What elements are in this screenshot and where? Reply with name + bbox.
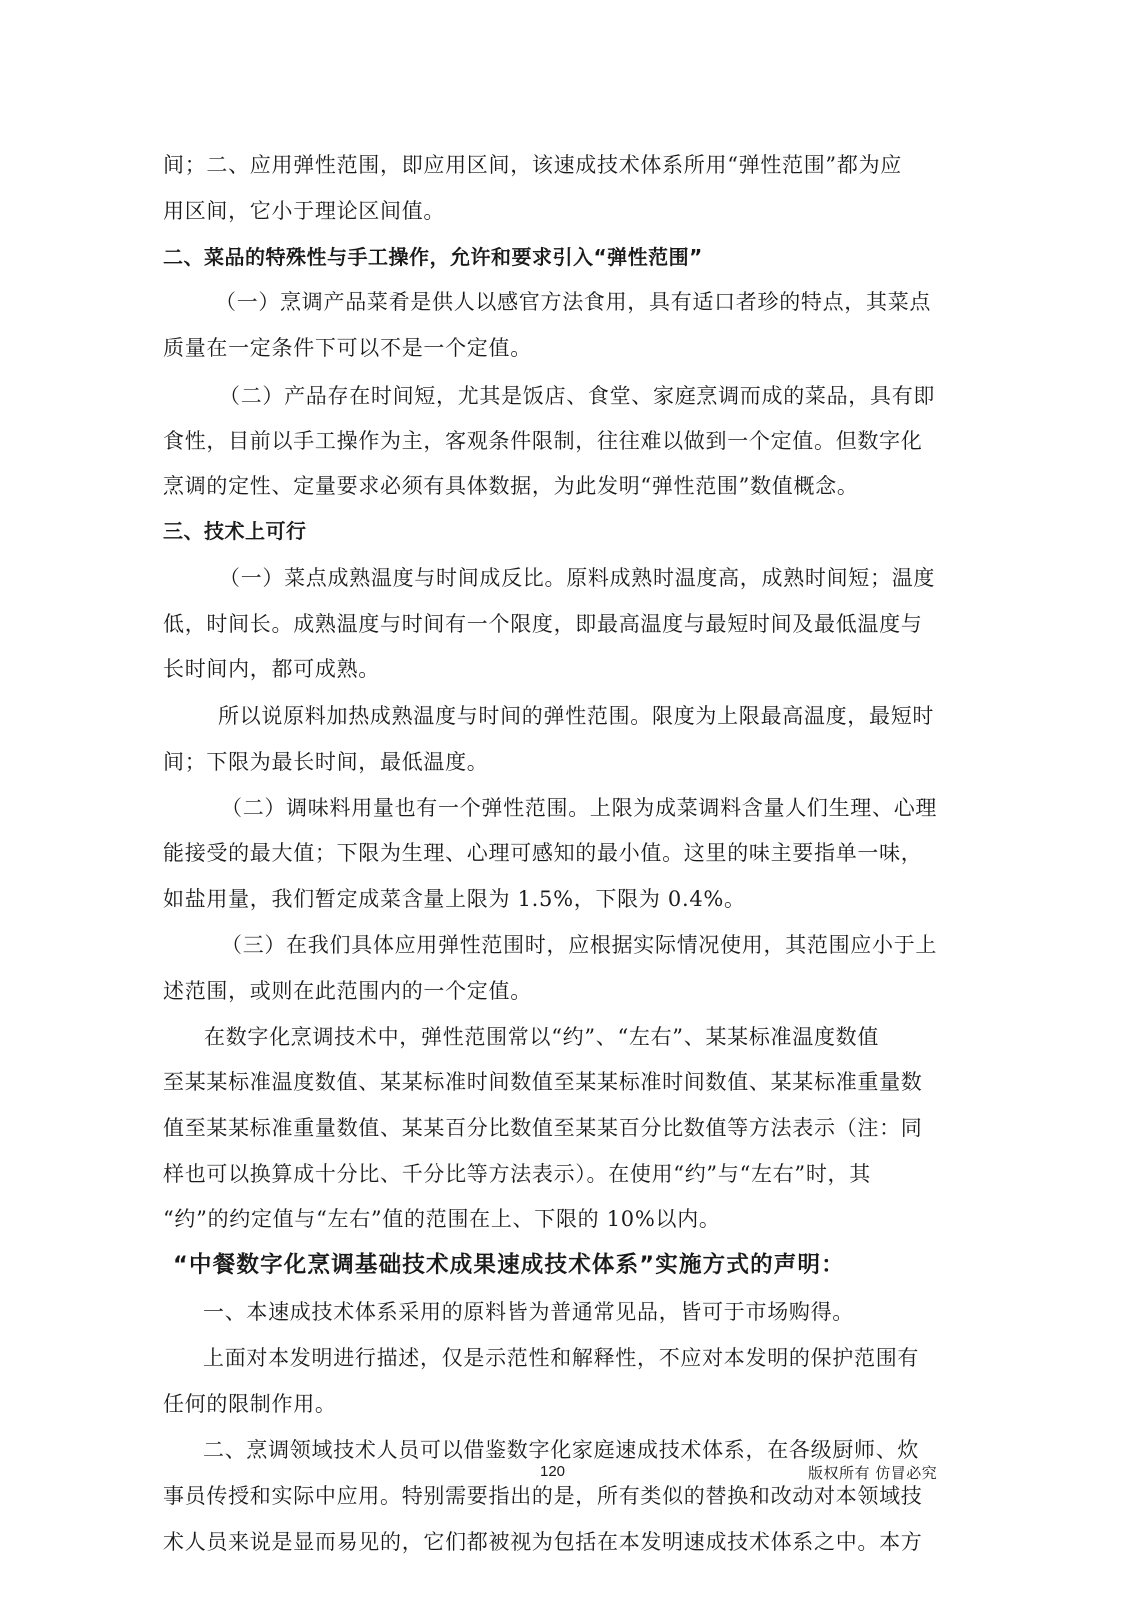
text-line: 长时间内，都可成熟。 (163, 657, 380, 681)
declaration-heading: “中餐数字化烹调基础技术成果速成技术体系”实施方式的声明： (173, 1252, 845, 1278)
section-heading: 三、技术上可行 (163, 519, 307, 543)
text-line: （一）烹调产品菜肴是供人以感官方法食用，具有适口者珍的特点，其菜点 (215, 290, 932, 314)
text-line: （一）菜点成熟温度与时间成反比。原料成熟时温度高，成熟时间短；温度 (219, 566, 936, 590)
text-line: 能接受的最大值；下限为生理、心理可感知的最小值。这里的味主要指单一味， (163, 841, 923, 865)
text-line: 如盐用量，我们暂定成菜含量上限为 1.5%，下限为 0.4%。 (163, 887, 746, 911)
text-line: 低，时间长。成熟温度与时间有一个限度，即最高温度与最短时间及最低温度与 (163, 612, 923, 636)
text-line: （二）产品存在时间短，尤其是饭店、食堂、家庭烹调而成的菜品，具有即 (219, 384, 936, 408)
copyright-notice: 版权所有 仿冒必究 (808, 1464, 938, 1482)
text-line: 样也可以换算成十分比、千分比等方法表示）。在使用“约”与“左右”时，其 (163, 1162, 871, 1186)
text-line: 食性，目前以手工操作为主，客观条件限制，往往难以做到一个定值。但数字化 (163, 429, 923, 453)
text-line: 所以说原料加热成熟温度与时间的弹性范围。限度为上限最高温度，最短时 (218, 704, 935, 728)
text-line: 间；二、应用弹性范围，即应用区间，该速成技术体系所用“弹性范围”都为应 (163, 153, 902, 177)
text-line: 二、烹调领域技术人员可以借鉴数字化家庭速成技术体系，在各级厨师、炊 (203, 1438, 920, 1462)
text-line: 至某某标准温度数值、某某标准时间数值至某某标准时间数值、某某标准重量数 (163, 1070, 923, 1094)
text-line: 事员传授和实际中应用。特别需要指出的是，所有类似的替换和改动对本领域技 (163, 1484, 923, 1508)
text-line: 一、本速成技术体系采用的原料皆为普通常见品，皆可于市场购得。 (203, 1300, 854, 1324)
text-line: 用区间，它小于理论区间值。 (163, 199, 446, 223)
text-line: 任何的限制作用。 (163, 1392, 337, 1416)
text-line: 在数字化烹调技术中，弹性范围常以“约”、“左右”、某某标准温度数值 (204, 1025, 880, 1049)
text-line: 述范围，或则在此范围内的一个定值。 (163, 979, 532, 1003)
text-line: 术人员来说是显而易见的，它们都被视为包括在本发明速成技术体系之中。本方 (163, 1530, 923, 1554)
page-number: 120 (540, 1463, 566, 1480)
text-line: 烹调的定性、定量要求必须有具体数据，为此发明“弹性范围”数值概念。 (163, 474, 859, 498)
section-heading: 二、菜品的特殊性与手工操作，允许和要求引入“弹性范围” (163, 245, 703, 269)
text-line: 上面对本发明进行描述，仅是示范性和解释性，不应对本发明的保护范围有 (203, 1346, 920, 1370)
text-line: 值至某某标准重量数值、某某百分比数值至某某百分比数值等方法表示（注：同 (163, 1116, 923, 1140)
text-line: （三）在我们具体应用弹性范围时，应根据实际情况使用，其范围应小于上 (221, 933, 938, 957)
text-line: 质量在一定条件下可以不是一个定值。 (163, 336, 532, 360)
text-line: 间；下限为最长时间，最低温度。 (163, 750, 489, 774)
text-line: “约”的约定值与“左右”值的范围在上、下限的 10%以内。 (163, 1207, 721, 1231)
text-line: （二）调味料用量也有一个弹性范围。上限为成菜调料含量人们生理、心理 (221, 796, 938, 820)
